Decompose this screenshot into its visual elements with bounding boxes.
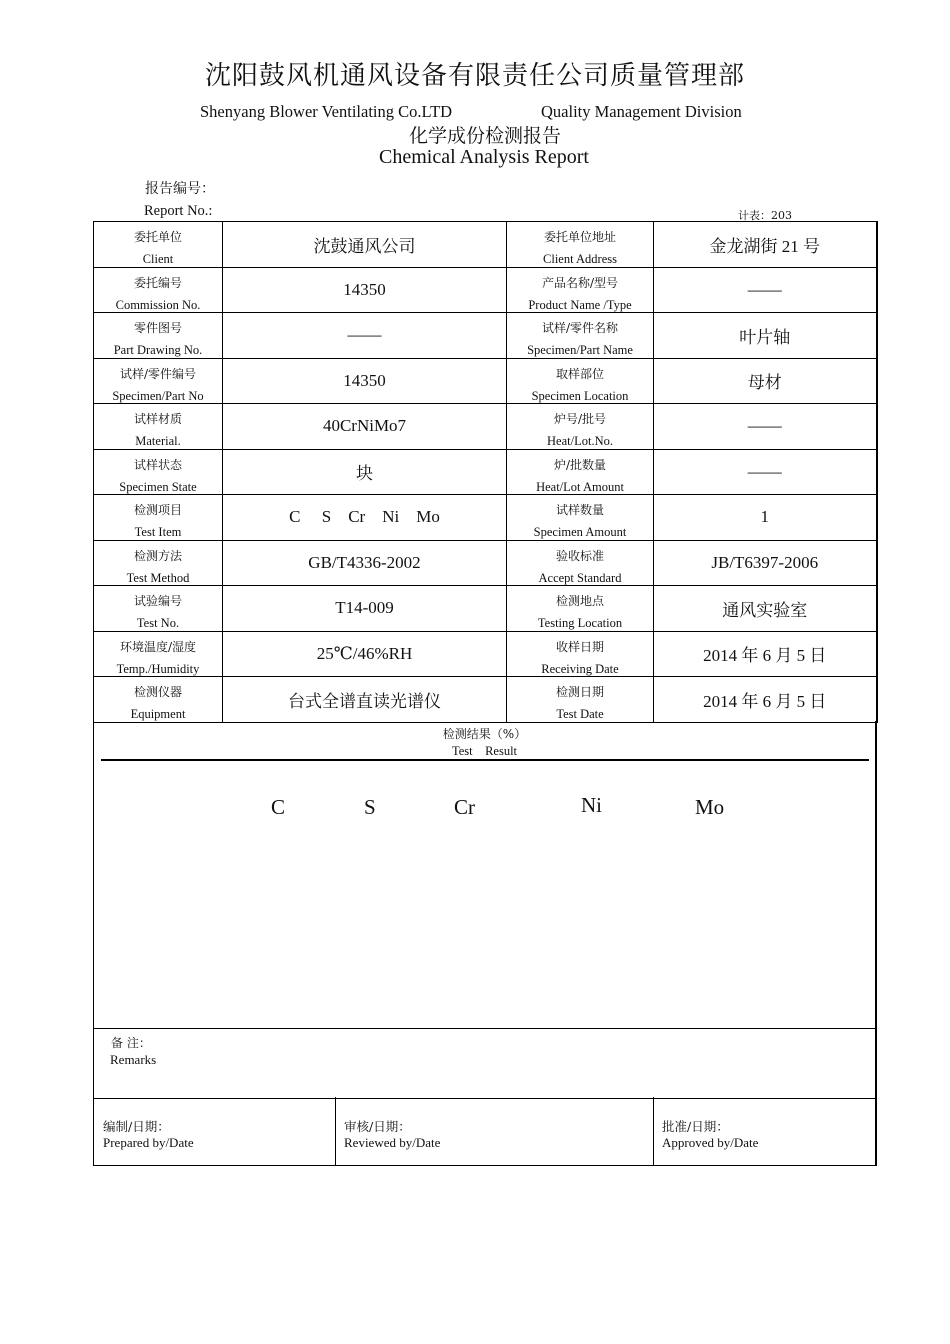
field-label-zh: 收样日期 <box>555 639 604 654</box>
field-label-cell <box>507 449 654 495</box>
field-value: 2014 年 6 月 5 日 <box>703 646 827 666</box>
field-label-zh: 委托单位 <box>133 230 182 244</box>
field-value-cell <box>654 631 877 677</box>
field-label-en: Temp./Humidity <box>116 661 200 676</box>
field-value-cell <box>654 313 877 359</box>
remarks-label-zh: 备 注： <box>111 1036 151 1050</box>
reviewed-by-label-zh: 审核/日期： <box>344 1119 411 1134</box>
field-label-zh: 零件图号 <box>133 321 182 335</box>
field-value-cell <box>654 358 877 404</box>
field-label-cell <box>507 222 654 268</box>
field-label-en: Test No. <box>136 616 180 630</box>
result-element-ni: Ni <box>581 793 602 817</box>
field-label-en: Part Drawing No. <box>113 343 203 357</box>
info-table <box>93 221 878 723</box>
field-value-cell <box>654 677 877 723</box>
info-row <box>94 677 877 723</box>
field-label-zh: 委托编号 <box>133 275 182 290</box>
field-label-zh: 检测仪器 <box>133 685 182 699</box>
field-label-zh: 验收标准 <box>555 548 604 563</box>
field-label-en: Specimen State <box>119 479 197 494</box>
field-label-cell <box>94 222 223 268</box>
field-value-cell <box>223 222 507 268</box>
field-value-cell <box>223 631 507 677</box>
field-label-cell <box>94 313 223 359</box>
approved-by-label-en: Approved by/Date <box>662 1135 759 1150</box>
field-value: GB/T4336-2002 <box>308 552 421 572</box>
field-label-cell <box>507 358 654 404</box>
field-value-cell <box>654 404 877 450</box>
field-value-cell <box>223 586 507 632</box>
report-no-label-en: Report No.: <box>144 203 213 219</box>
field-label-en: Accept Standard <box>538 570 622 585</box>
field-value: —— <box>747 279 782 299</box>
field-label-zh: 检测日期 <box>555 685 604 699</box>
field-label-zh: 检测方法 <box>133 548 182 563</box>
result-title-zh: 检测结果（%） <box>442 727 527 741</box>
field-label-zh: 试样/零件名称 <box>541 321 619 335</box>
field-value: —— <box>347 325 382 345</box>
field-label-zh: 炉/批数量 <box>553 457 607 472</box>
field-label-en: Specimen/Part Name <box>527 343 633 357</box>
field-label-cell <box>507 540 654 586</box>
field-value: 台式全谱直读光谱仪 <box>288 691 441 711</box>
signature-section <box>93 1097 877 1166</box>
info-row <box>94 222 877 268</box>
field-label-zh: 取样部位 <box>555 366 604 381</box>
company-title-zh: 沈阳鼓风机通风设备有限责任公司质量管理部 <box>204 61 745 91</box>
field-label-cell <box>507 404 654 450</box>
field-value-cell <box>654 222 877 268</box>
result-element-mo: Mo <box>695 795 725 819</box>
field-label-en: Test Item <box>134 525 182 539</box>
result-element-c: C <box>271 795 286 819</box>
field-label-en: Commission No. <box>115 297 201 312</box>
field-label-en: Testing Location <box>537 616 623 630</box>
prepared-by-label-zh: 编制/日期： <box>103 1119 170 1134</box>
field-label-zh: 试验编号 <box>133 594 182 608</box>
result-element-cr: Cr <box>454 795 475 819</box>
field-value-cell <box>223 404 507 450</box>
field-label-cell <box>507 495 654 541</box>
field-value-cell <box>223 358 507 404</box>
form-number: 计表：203 <box>738 209 792 222</box>
info-row <box>94 313 877 359</box>
field-label-cell <box>94 404 223 450</box>
field-value-cell <box>654 449 877 495</box>
field-value: 1 <box>760 507 769 527</box>
prepared-by-cell <box>94 1097 335 1165</box>
field-value: C S Cr Ni Mo <box>289 507 440 527</box>
result-divider <box>101 759 869 761</box>
field-value-cell <box>223 677 507 723</box>
report-no-label-zh: 报告编号： <box>145 181 215 197</box>
field-value: T14-009 <box>335 598 394 618</box>
remarks-label-en: Remarks <box>110 1052 157 1067</box>
field-label-cell <box>507 313 654 359</box>
field-value: 叶片轴 <box>739 327 791 347</box>
field-label-cell <box>507 677 654 723</box>
info-row <box>94 358 877 404</box>
field-label-cell <box>507 631 654 677</box>
field-label-zh: 委托单位地址 <box>543 230 616 244</box>
reviewed-by-cell <box>335 1097 653 1165</box>
field-label-cell <box>94 449 223 495</box>
field-value-cell <box>223 540 507 586</box>
field-value-cell <box>654 267 877 313</box>
info-row <box>94 540 877 586</box>
field-value-cell <box>223 449 507 495</box>
field-value: 金龙湖街 21 号 <box>709 236 820 256</box>
field-value: —— <box>747 416 782 436</box>
field-value-cell <box>223 495 507 541</box>
field-value-cell <box>223 313 507 359</box>
field-label-en: Test Date <box>556 707 604 721</box>
field-value: 母材 <box>747 373 782 393</box>
field-label-cell <box>94 586 223 632</box>
field-label-zh: 环境温度/湿度 <box>119 639 197 654</box>
field-label-zh: 产品名称/型号 <box>541 275 619 290</box>
field-value: —— <box>747 461 782 481</box>
field-label-cell <box>507 267 654 313</box>
field-value: 通风实验室 <box>722 600 808 620</box>
field-label-en: Specimen Amount <box>533 525 627 539</box>
field-label-cell <box>94 495 223 541</box>
field-label-zh: 炉号/批号 <box>553 412 607 426</box>
field-value: 14350 <box>343 370 386 390</box>
field-value: 25℃/46%RH <box>316 643 413 663</box>
field-value: 2014 年 6 月 5 日 <box>703 691 827 711</box>
test-result-section <box>93 721 877 1028</box>
field-label-en: Specimen/Part No <box>112 388 204 403</box>
field-label-cell <box>94 267 223 313</box>
division-title-en: Quality Management Division <box>541 102 742 121</box>
field-label-en: Receiving Date <box>541 661 619 676</box>
field-value-cell <box>654 495 877 541</box>
field-label-zh: 试样/零件编号 <box>119 366 197 381</box>
field-label-zh: 试样材质 <box>133 412 182 426</box>
field-label-cell <box>507 586 654 632</box>
result-title-en: Test Result <box>451 744 518 758</box>
field-label-en: Client Address <box>543 252 617 266</box>
field-label-cell <box>94 540 223 586</box>
company-title-en: Shenyang Blower Ventilating Co.LTD <box>200 102 453 121</box>
field-label-en: Equipment <box>130 707 186 721</box>
field-label-en: Test Method <box>126 570 190 585</box>
reviewed-by-label-en: Reviewed by/Date <box>344 1135 441 1150</box>
field-value: 40CrNiMo7 <box>322 416 407 436</box>
result-element-s: S <box>364 795 376 819</box>
field-value: 14350 <box>343 279 386 299</box>
field-label-en: Heat/Lot Amount <box>536 479 624 494</box>
field-value-cell <box>223 267 507 313</box>
field-label-en: Heat/Lot.No. <box>547 434 613 448</box>
field-label-en: Specimen Location <box>531 388 629 403</box>
info-row <box>94 586 877 632</box>
field-label-cell <box>94 631 223 677</box>
field-value-cell <box>654 540 877 586</box>
report-title-zh: 化学成份检测报告 <box>408 125 561 147</box>
field-value: 块 <box>356 464 373 484</box>
approved-by-cell <box>653 1097 875 1165</box>
field-label-zh: 检测地点 <box>555 594 604 608</box>
field-label-en: Product Name /Type <box>528 297 632 312</box>
info-row <box>94 267 877 313</box>
field-label-zh: 检测项目 <box>133 503 182 517</box>
info-row <box>94 449 877 495</box>
info-row <box>94 404 877 450</box>
field-value-cell <box>654 586 877 632</box>
info-row <box>94 631 877 677</box>
prepared-by-label-en: Prepared by/Date <box>103 1135 194 1150</box>
remarks-section <box>93 1028 877 1099</box>
field-value: 沈鼓通风公司 <box>313 236 416 256</box>
field-label-zh: 试样状态 <box>133 457 182 472</box>
approved-by-label-zh: 批准/日期： <box>662 1119 729 1134</box>
field-label-en: Material. <box>135 434 181 448</box>
field-label-cell <box>94 358 223 404</box>
field-label-zh: 试样数量 <box>555 503 604 517</box>
info-row <box>94 495 877 541</box>
field-label-cell <box>94 677 223 723</box>
report-title-en: Chemical Analysis Report <box>379 146 589 168</box>
field-label-en: Client <box>142 252 174 266</box>
field-value: JB/T6397-2006 <box>711 552 819 572</box>
